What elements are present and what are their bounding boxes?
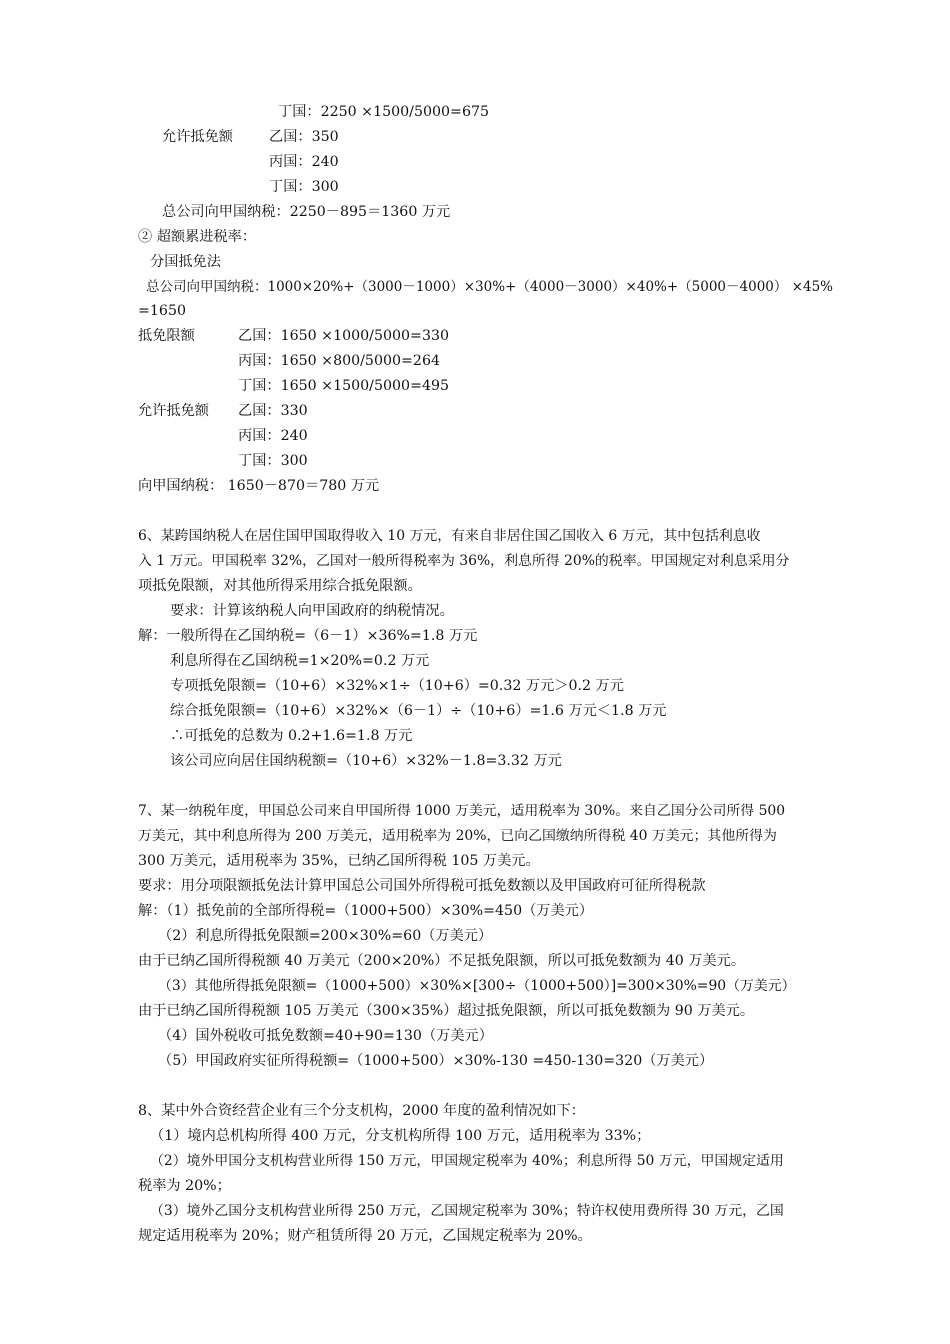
text-line: 总公司向甲国纳税：2250－895＝1360 万元 bbox=[162, 204, 451, 220]
text-line: 万美元，其中利息所得为 200 万美元，适用税率为 20%，已向乙国缴纳所得税 40 万美元；其他所得为 bbox=[138, 828, 777, 844]
text-line: 分国抵免法 bbox=[150, 254, 221, 270]
text-line: 允许抵免额 bbox=[138, 403, 209, 419]
text-line: 解：（1）抵免前的全部所得税=（1000+500）×30%=450（万美元） bbox=[138, 903, 594, 919]
text-line: =1650 bbox=[138, 303, 186, 319]
text-line: 乙国：330 bbox=[238, 403, 308, 419]
text-line: （2）境外甲国分支机构营业所得 150 万元，甲国规定税率为 40%；利息所得 50 万元，甲国规定适用 bbox=[150, 1153, 784, 1169]
text-line: 利息所得在乙国纳税=1×20%=0.2 万元 bbox=[170, 653, 430, 669]
text-line: 解：一般所得在乙国纳税=（6－1）×36%=1.8 万元 bbox=[138, 628, 478, 644]
text-line: 丁国：300 bbox=[238, 453, 308, 469]
text-line: 要求：计算该纳税人向甲国政府的纳税情况。 bbox=[170, 603, 454, 619]
text-line: 由于已纳乙国所得税额 40 万美元（200×20%）不足抵免限额，所以可抵免数额为 40 万美元。 bbox=[138, 953, 746, 969]
text-line: 丙国：1650 ×800/5000=264 bbox=[238, 353, 440, 369]
text-line: 该公司应向居住国纳税额=（10+6）×32%－1.8=3.32 万元 bbox=[170, 753, 562, 769]
text-line: 丁国：300 bbox=[269, 179, 339, 195]
text-line: 8、某中外合资经营企业有三个分支机构，2000 年度的盈利情况如下： bbox=[138, 1103, 585, 1119]
text-line: （3）其他所得抵免限额=（1000+500）×30%×[300÷（1000+500）]=300×30%=90（万美元） bbox=[158, 978, 796, 994]
text-line: 300 万美元，适用税率为 35%，已纳乙国所得税 105 万美元。 bbox=[138, 853, 540, 869]
text-line: 总公司向甲国纳税：1000×20%+（3000－1000）×30%+（4000－3000）×40%+（5000－4000） ×45% bbox=[146, 279, 833, 295]
text-line: 专项抵免限额=（10+6）×32%×1÷（10+6）=0.32 万元＞0.2 万元 bbox=[170, 678, 624, 694]
text-line: 要求：用分项限额抵免法计算甲国总公司国外所得税可抵免数额以及甲国政府可征所得税款 bbox=[138, 878, 706, 894]
text-line: 入 1 万元。甲国税率 32%，乙国对一般所得税率为 36%，利息所得 20%的税率。甲国规定对利息采用分 bbox=[138, 553, 790, 569]
text-line: 乙国：350 bbox=[269, 129, 339, 145]
text-line: 项抵免限额，对其他所得采用综合抵免限额。 bbox=[138, 578, 422, 594]
text-line: （3）境外乙国分支机构营业所得 250 万元，乙国规定税率为 30%；特许权使用费所得 30 万元，乙国 bbox=[150, 1203, 784, 1219]
text-line: 抵免限额 bbox=[138, 328, 195, 344]
text-line: （5）甲国政府实征所得税额=（1000+500）×30%-130 =450-130=320（万美元） bbox=[158, 1053, 714, 1069]
text-line: 丁国：2250 ×1500/5000=675 bbox=[278, 104, 490, 120]
text-line: 丙国：240 bbox=[238, 428, 308, 444]
text-line: （1）境内总机构所得 400 万元，分支机构所得 100 万元，适用税率为 33%； bbox=[150, 1128, 651, 1144]
text-line: 乙国：1650 ×1000/5000=330 bbox=[238, 328, 450, 344]
text-line: 向甲国纳税： 1650－870＝780 万元 bbox=[138, 478, 380, 494]
text-line: 税率为 20%； bbox=[138, 1178, 231, 1194]
text-line: 规定适用税率为 20%；财产租赁所得 20 万元，乙国规定税率为 20%。 bbox=[138, 1228, 592, 1244]
text-line: 丙国：240 bbox=[269, 154, 339, 170]
text-line: 6、某跨国纳税人在居住国甲国取得收入 10 万元，有来自非居住国乙国收入 6 万元，其中包括利息收 bbox=[138, 528, 761, 544]
text-line: （2）利息所得抵免限额=200×30%=60（万美元） bbox=[158, 928, 493, 944]
text-line: 丁国：1650 ×1500/5000=495 bbox=[238, 378, 450, 394]
text-line: ∴可抵免的总数为 0.2+1.6=1.8 万元 bbox=[170, 728, 413, 744]
text-line: 综合抵免限额=（10+6）×32%×（6－1）÷（10+6）=1.6 万元＜1.8 万元 bbox=[170, 703, 667, 719]
text-line: ② 超额累进税率： bbox=[138, 229, 257, 245]
text-line: 7、某一纳税年度，甲国总公司来自甲国所得 1000 万美元，适用税率为 30%。来自乙国分公司所得 500 bbox=[138, 803, 786, 819]
text-line: 允许抵免额 bbox=[162, 129, 233, 145]
text-line: （4）国外税收可抵免数额=40+90=130（万美元） bbox=[158, 1028, 493, 1044]
text-line: 由于已纳乙国所得税额 105 万美元（300×35%）超过抵免限额，所以可抵免数额为 90 万美元。 bbox=[138, 1003, 755, 1019]
